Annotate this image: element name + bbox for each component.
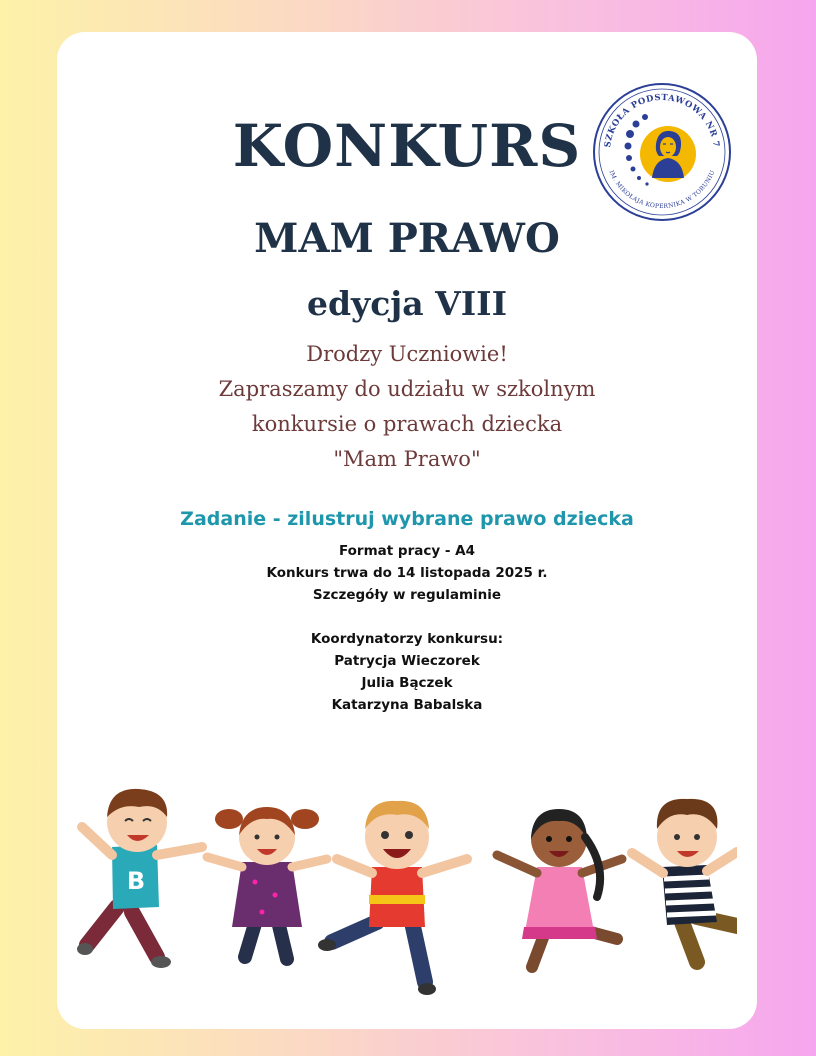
poster-card: [57, 32, 757, 1029]
coordinators-heading: Koordynatorzy konkursu:: [310, 631, 504, 647]
detail-line: Format pracy - A4: [338, 543, 475, 559]
coordinator-name: Katarzyna Babalska: [331, 697, 483, 713]
task-heading: Zadanie - zilustruj wybrane prawo dziecka: [180, 508, 634, 530]
children-illustration: [77, 767, 737, 1007]
detail-line: Konkurs trwa do 14 listopada 2025 r.: [266, 565, 548, 581]
intro-line: konkursie o prawach dziecka: [251, 412, 563, 436]
girl-purple-dress-icon: [207, 807, 327, 959]
boy-red-shirt-icon: [318, 801, 467, 995]
detail-line: Szczegóły w regulaminie: [312, 587, 502, 603]
intro-line: Drodzy Uczniowie!: [306, 342, 508, 366]
coordinator-name: Patrycja Wieczorek: [334, 653, 480, 669]
boy-teal-shirt-icon: [77, 789, 202, 968]
intro-line: "Mam Prawo": [333, 447, 481, 471]
school-logo: [592, 82, 732, 222]
shirt-letter: B: [126, 867, 146, 895]
intro-line: Zapraszamy do udziału w szkolnym: [218, 377, 596, 401]
logo-bottom-text: IM. MIKOŁAJA KOPERNIKA W TORUNIU: [607, 169, 717, 211]
coordinator-name: Julia Bączek: [361, 675, 453, 691]
poster-edition: edycja VIII: [306, 284, 508, 323]
poster-title: KONKURS: [232, 112, 582, 180]
poster-subtitle: MAM PRAWO: [254, 215, 560, 262]
intro-text: [57, 337, 757, 477]
logo-top-text: SZKOŁA PODSTAWOWA NR 7: [603, 92, 721, 149]
girl-pink-dress-icon: [497, 809, 622, 967]
contest-details: [57, 540, 757, 716]
boy-striped-shirt-icon: [632, 799, 737, 962]
